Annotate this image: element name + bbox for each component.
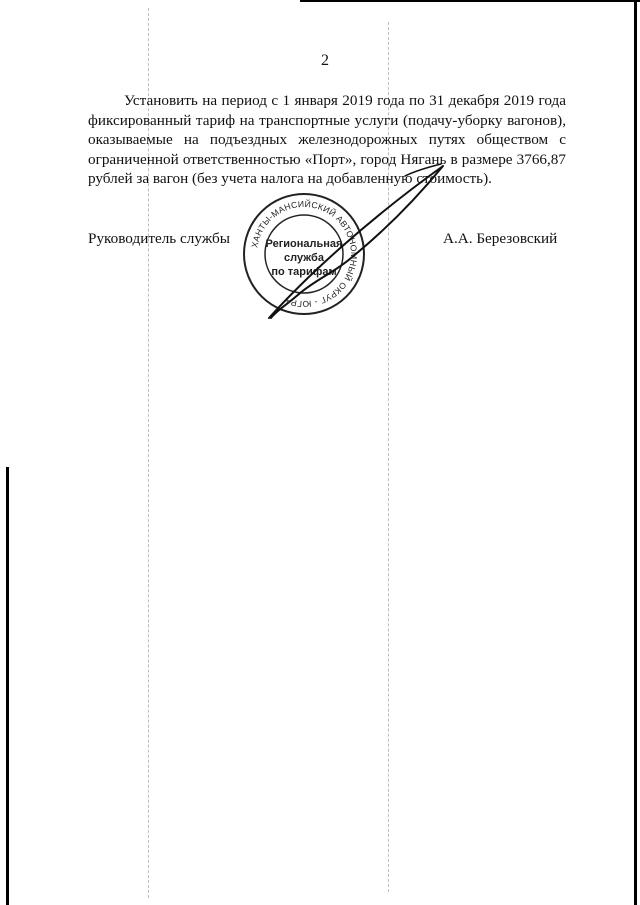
scan-top-edge: [300, 0, 640, 2]
scan-left-mark: [6, 467, 9, 905]
seal-center-line-3: по тарифам: [271, 266, 337, 278]
signatory-role: Руководитель службы: [88, 230, 230, 247]
seal-center-line-1: Региональная: [265, 238, 343, 250]
seal-ring-text: ХАНТЫ-МАНСИЙСКИЙ АВТОНОМНЫЙ ОКРУГ - ЮГРА: [249, 198, 360, 310]
page-number: 2: [321, 52, 329, 69]
scan-right-edge: [634, 0, 637, 905]
tariff-paragraph: Установить на период с 1 января 2019 года по 31 декабря 2019 года фиксированный тариф на транспортные услуги (подачу-уборку вагонов), оказываемые на подъездных железнодорожных путях обществом с ограниченной ответственностью «Порт», город Нягань в размере 3766,87 рублей за вагон (без учета налога на добавленную стоимость).: [88, 92, 566, 187]
seal-center-line-2: служба: [284, 252, 324, 264]
handwritten-signature-icon: [255, 160, 455, 325]
signatory-name: А.А. Березовский: [443, 230, 558, 247]
